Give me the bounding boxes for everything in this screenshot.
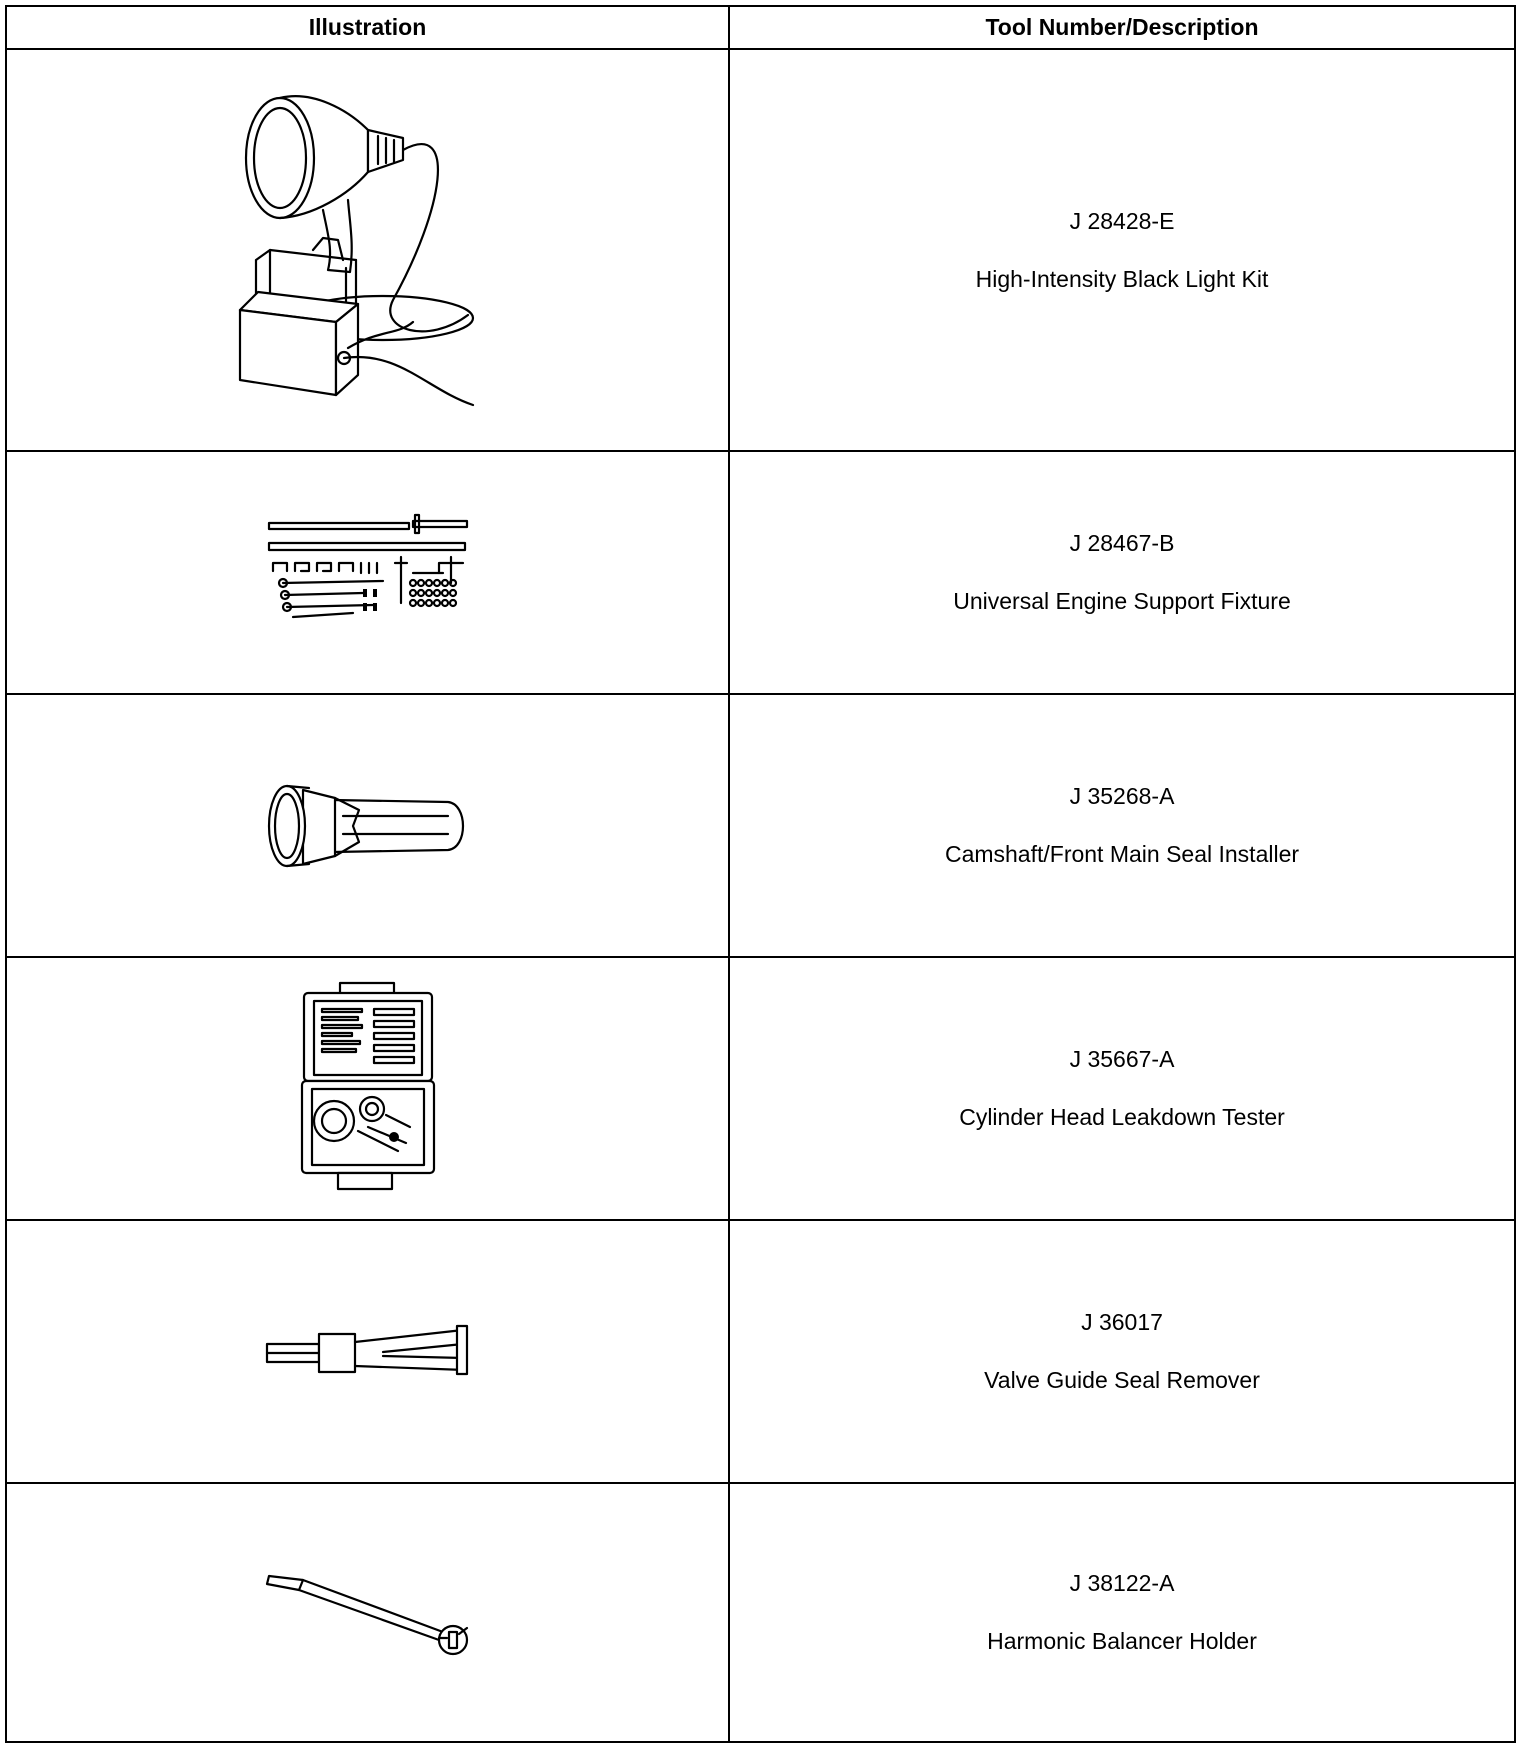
table-header-row (6, 6, 1515, 49)
table-row (6, 49, 1515, 451)
illustration-cell (6, 1483, 729, 1742)
illustration-cell (6, 451, 729, 694)
illustration-cell (6, 957, 729, 1220)
illustration-cell (6, 1220, 729, 1483)
tool-description: Harmonic Balancer Holder (987, 1628, 1257, 1654)
table-row (6, 1220, 1515, 1483)
tool-number: J 38122-A (1069, 1570, 1175, 1596)
leakdown-tester-icon (298, 981, 438, 1196)
tool-cell (729, 957, 1515, 1220)
table-row (6, 1483, 1515, 1742)
tool-cell (729, 1220, 1515, 1483)
tool-number: J 28428-E (1069, 207, 1175, 234)
tool-description: Cylinder Head Leakdown Tester (959, 1104, 1285, 1130)
illustration-cell (6, 694, 729, 957)
balancer-holder-icon (263, 1568, 473, 1658)
header-illustration: Illustration (6, 6, 729, 49)
illustration-cell (6, 49, 729, 451)
tool-cell (729, 1483, 1515, 1742)
tool-number: J 35667-A (1069, 1046, 1175, 1072)
table-row (6, 694, 1515, 957)
tool-description: Camshaft/Front Main Seal Installer (944, 841, 1300, 867)
seal-installer-icon (263, 776, 473, 876)
tool-cell (729, 49, 1515, 451)
tool-cell (729, 694, 1515, 957)
tool-description: Universal Engine Support Fixture (953, 588, 1291, 614)
table-row (6, 451, 1515, 694)
black-light-kit-icon (228, 60, 508, 440)
header-tool-description: Tool Number/Description (729, 6, 1515, 49)
tool-number: J 36017 (1081, 1309, 1163, 1335)
table-row (6, 957, 1515, 1220)
tool-description: Valve Guide Seal Remover (984, 1367, 1260, 1393)
engine-support-fixture-icon (263, 513, 473, 633)
tool-cell (729, 451, 1515, 694)
tool-description: High-Intensity Black Light Kit (975, 265, 1269, 292)
tool-number: J 35268-A (1069, 783, 1175, 809)
tool-table (5, 5, 1516, 1743)
tool-number: J 28467-B (1069, 530, 1175, 556)
valve-seal-remover-icon (263, 1322, 473, 1382)
